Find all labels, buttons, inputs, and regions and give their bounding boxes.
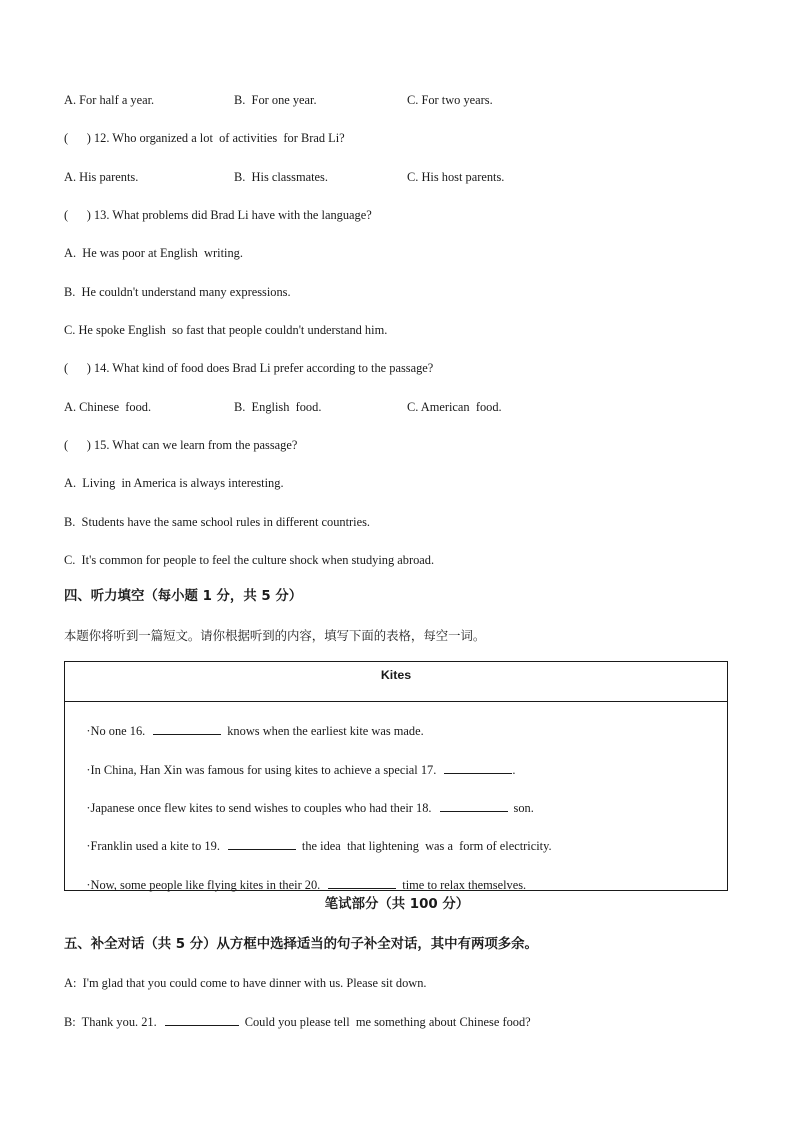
blank-17[interactable] <box>444 761 512 774</box>
kites-row-16-before: ·No one 16. <box>86 724 146 738</box>
kites-row-20-after: time to relax themselves. <box>402 878 527 892</box>
kites-row-16-after: knows when the earliest kite was made. <box>227 724 424 738</box>
kites-row-18-after: son. <box>513 801 534 815</box>
blank-20[interactable] <box>328 876 396 889</box>
q15-option-c: C. It's common for people to feel the culture shock when studying abroad. <box>64 553 435 567</box>
q14-option-b: B. English food. <box>234 400 322 414</box>
q13-option-c: C. He spoke English so fast that people couldn't understand him. <box>64 323 388 337</box>
q11-option-c: C. For two years. <box>407 93 493 107</box>
blank-18[interactable] <box>440 799 508 812</box>
kites-table <box>64 661 728 891</box>
section4-heading: 四、听力填空（每小题 1 分，共 5 分） <box>64 589 303 604</box>
q11-option-a: A. For half a year. <box>64 93 155 107</box>
q12-option-b: B. His classmates. <box>234 170 328 184</box>
q15-question: ( ) 15. What can we learn from the passage? <box>64 438 298 452</box>
dialogue-line-b-before: B: Thank you. 21. <box>64 1015 157 1029</box>
q14-option-c: C. American food. <box>407 400 502 414</box>
q11-option-b: B. For one year. <box>234 93 317 107</box>
kites-row-20-before: ·Now, some people like flying kites in their 20. <box>86 878 321 892</box>
q13-option-b: B. He couldn't understand many expressions. <box>64 285 291 299</box>
q12-question: ( ) 12. Who organized a lot of activities for Brad Li? <box>64 131 345 145</box>
q15-option-a: A. Living in America is always interesting. <box>64 476 284 490</box>
blank-16[interactable] <box>153 722 221 735</box>
dialogue-line-a: A: I'm glad that you could come to have dinner with us. Please sit down. <box>64 976 427 990</box>
q13-question: ( ) 13. What problems did Brad Li have with the language? <box>64 208 372 222</box>
q14-option-a: A. Chinese food. <box>64 400 152 414</box>
blank-19[interactable] <box>228 837 296 850</box>
q15-option-b: B. Students have the same school rules in different countries. <box>64 515 371 529</box>
q12-option-c: C. His host parents. <box>407 170 505 184</box>
q14-question: ( ) 14. What kind of food does Brad Li prefer according to the passage? <box>64 361 434 375</box>
dialogue-line-b <box>64 1013 531 1030</box>
q12-option-a: A. His parents. <box>64 170 139 184</box>
dialogue-line-b-after: Could you please tell me something about Chinese food? <box>244 1015 531 1029</box>
written-part-title: 笔试部分（共 100 分） <box>324 897 470 912</box>
kites-row-19-after: the idea that lightening was a form of electricity. <box>301 839 552 853</box>
kites-row-17-after: . <box>512 763 516 777</box>
kites-row-19-before: ·Franklin used a kite to 19. <box>86 839 220 853</box>
blank-21[interactable] <box>165 1013 239 1026</box>
kites-row-17-before: ·In China, Han Xin was famous for using kites to achieve a special 17. <box>86 763 437 777</box>
section4-instruction: 本题你将听到一篇短文。请你根据听到的内容，填写下面的表格，每空一词。 <box>64 628 486 643</box>
kites-table-title: Kites <box>65 662 727 702</box>
kites-row-18-before: ·Japanese once flew kites to send wishes to couples who had their 18. <box>86 801 432 815</box>
q13-option-a: A. He was poor at English writing. <box>64 246 243 260</box>
section5-heading: 五、补全对话（共 5 分）从方框中选择适当的句子补全对话，其中有两项多余。 <box>64 937 538 952</box>
